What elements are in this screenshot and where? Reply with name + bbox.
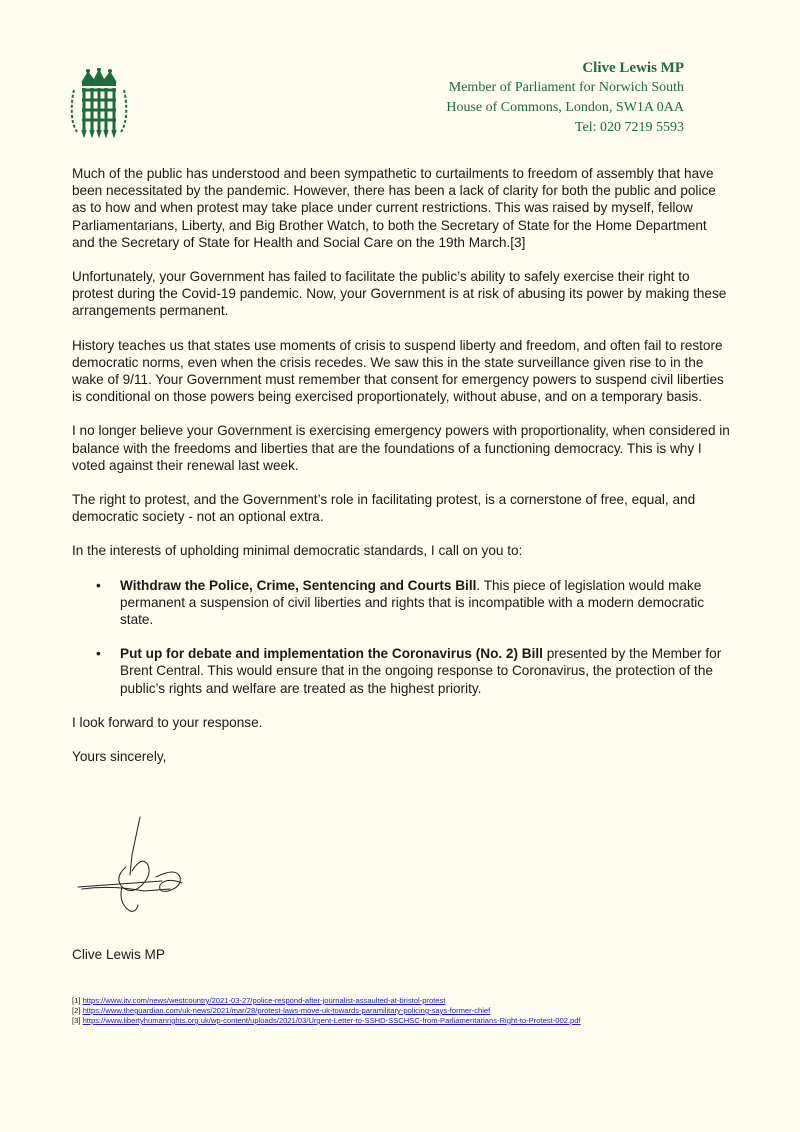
- signoff-name: Clive Lewis MP: [72, 947, 165, 962]
- mp-role: Member of Parliament for Norwich South: [448, 80, 684, 95]
- footnote-number: [2]: [72, 1006, 81, 1015]
- signature: [72, 815, 202, 915]
- bullet-icon: •: [96, 646, 101, 662]
- paragraph: In the interests of upholding minimal democratic standards, I call on you to:: [72, 543, 523, 559]
- letterhead: [446, 58, 684, 138]
- footnotes: [72, 996, 752, 1026]
- footnote: [72, 1016, 752, 1026]
- letter-body: [72, 165, 732, 782]
- demand-heading: Withdraw the Police, Crime, Sentencing and Courts Bill: [120, 577, 477, 593]
- paragraph: The right to protest, and the Government’s role in facilitating protest, is a cornerstone of free, equal, and democratic society - not an optional extra.: [72, 492, 696, 525]
- valediction: Yours sincerely,: [72, 749, 167, 765]
- portcullis-icon: [68, 68, 130, 140]
- mp-address: House of Commons, London, SW1A 0AA: [446, 100, 684, 115]
- footnote-link[interactable]: https://www.libertyhumanrights.org.uk/wp-content/uploads/2021/03/Urgent-Letter-to-SSHD-SSCHSC-from-Parliamentarians-Right-to-Protest-002.pdf: [82, 1016, 581, 1025]
- bullet-icon: •: [96, 577, 101, 593]
- paragraph: Much of the public has understood and been sympathetic to curtailments to freedom of assembly that have been necessitated by the pandemic. However, there has been a lack of clarity for both the public and police as to how and when protest may take place under current restrictions. This was raised by myself, fellow Parliamentarians, Liberty, and Big Brother Watch, to both the Secretary of State for the Home Department and the Secretary of State for Health and Social Care on the 19th March.[3]: [72, 166, 716, 250]
- footnote: [72, 996, 752, 1006]
- footnote-link[interactable]: https://www.theguardian.com/uk-news/2021/mar/28/protest-laws-move-uk-towards-paramilitary-policing-says-former-chief: [82, 1006, 491, 1015]
- demand-heading: Put up for debate and implementation the Coronavirus (No. 2) Bill: [120, 646, 543, 662]
- footnote-link[interactable]: https://www.itv.com/news/westcountry/2021-03-27/police-respond-after-journalist-assaulted-at-bristol-protest: [82, 996, 446, 1005]
- mp-name: Clive Lewis MP: [582, 60, 684, 76]
- mp-telephone: Tel: 020 7219 5593: [574, 120, 684, 135]
- list-item: [72, 645, 732, 697]
- demand-text: presented by the Member for Brent Central. This would ensure that in the ongoing response to Coronavirus, the protection of the public’s rights and welfare are treated as the highest priority.: [120, 646, 722, 696]
- list-item: [72, 577, 732, 629]
- footnote-number: [3]: [72, 1016, 81, 1025]
- demand-text: . This piece of legislation would make permanent a suspension of civil liberties and rights that is incompatible with a modern democratic state.: [120, 577, 705, 628]
- footnote: [72, 1006, 752, 1016]
- paragraph: History teaches us that states use moments of crisis to suspend liberty and freedom, and often fail to restore democratic norms, even when the crisis recedes. We saw this in the state surveillance given rise to in the wake of 9/11. Your Government must remember that consent for emergency powers to suspend civil liberties is conditional on those powers being exercised proportionately, without abuse, and on a temporary basis.: [72, 337, 724, 405]
- footnote-number: [1]: [72, 996, 81, 1005]
- closing-line: I look forward to your response.: [72, 714, 263, 730]
- demands-list: [72, 577, 732, 697]
- paragraph: I no longer believe your Government is exercising emergency powers with proportionality, when considered in balance with the freedoms and liberties that are the foundations of a functioning democracy. This is why I voted against their renewal last week.: [72, 423, 730, 473]
- paragraph: Unfortunately, your Government has failed to facilitate the public’s ability to safely exercise their right to protest during the Covid-19 pandemic. Now, your Government is at risk of abusing its power by making these arrangements permanent.: [72, 269, 727, 319]
